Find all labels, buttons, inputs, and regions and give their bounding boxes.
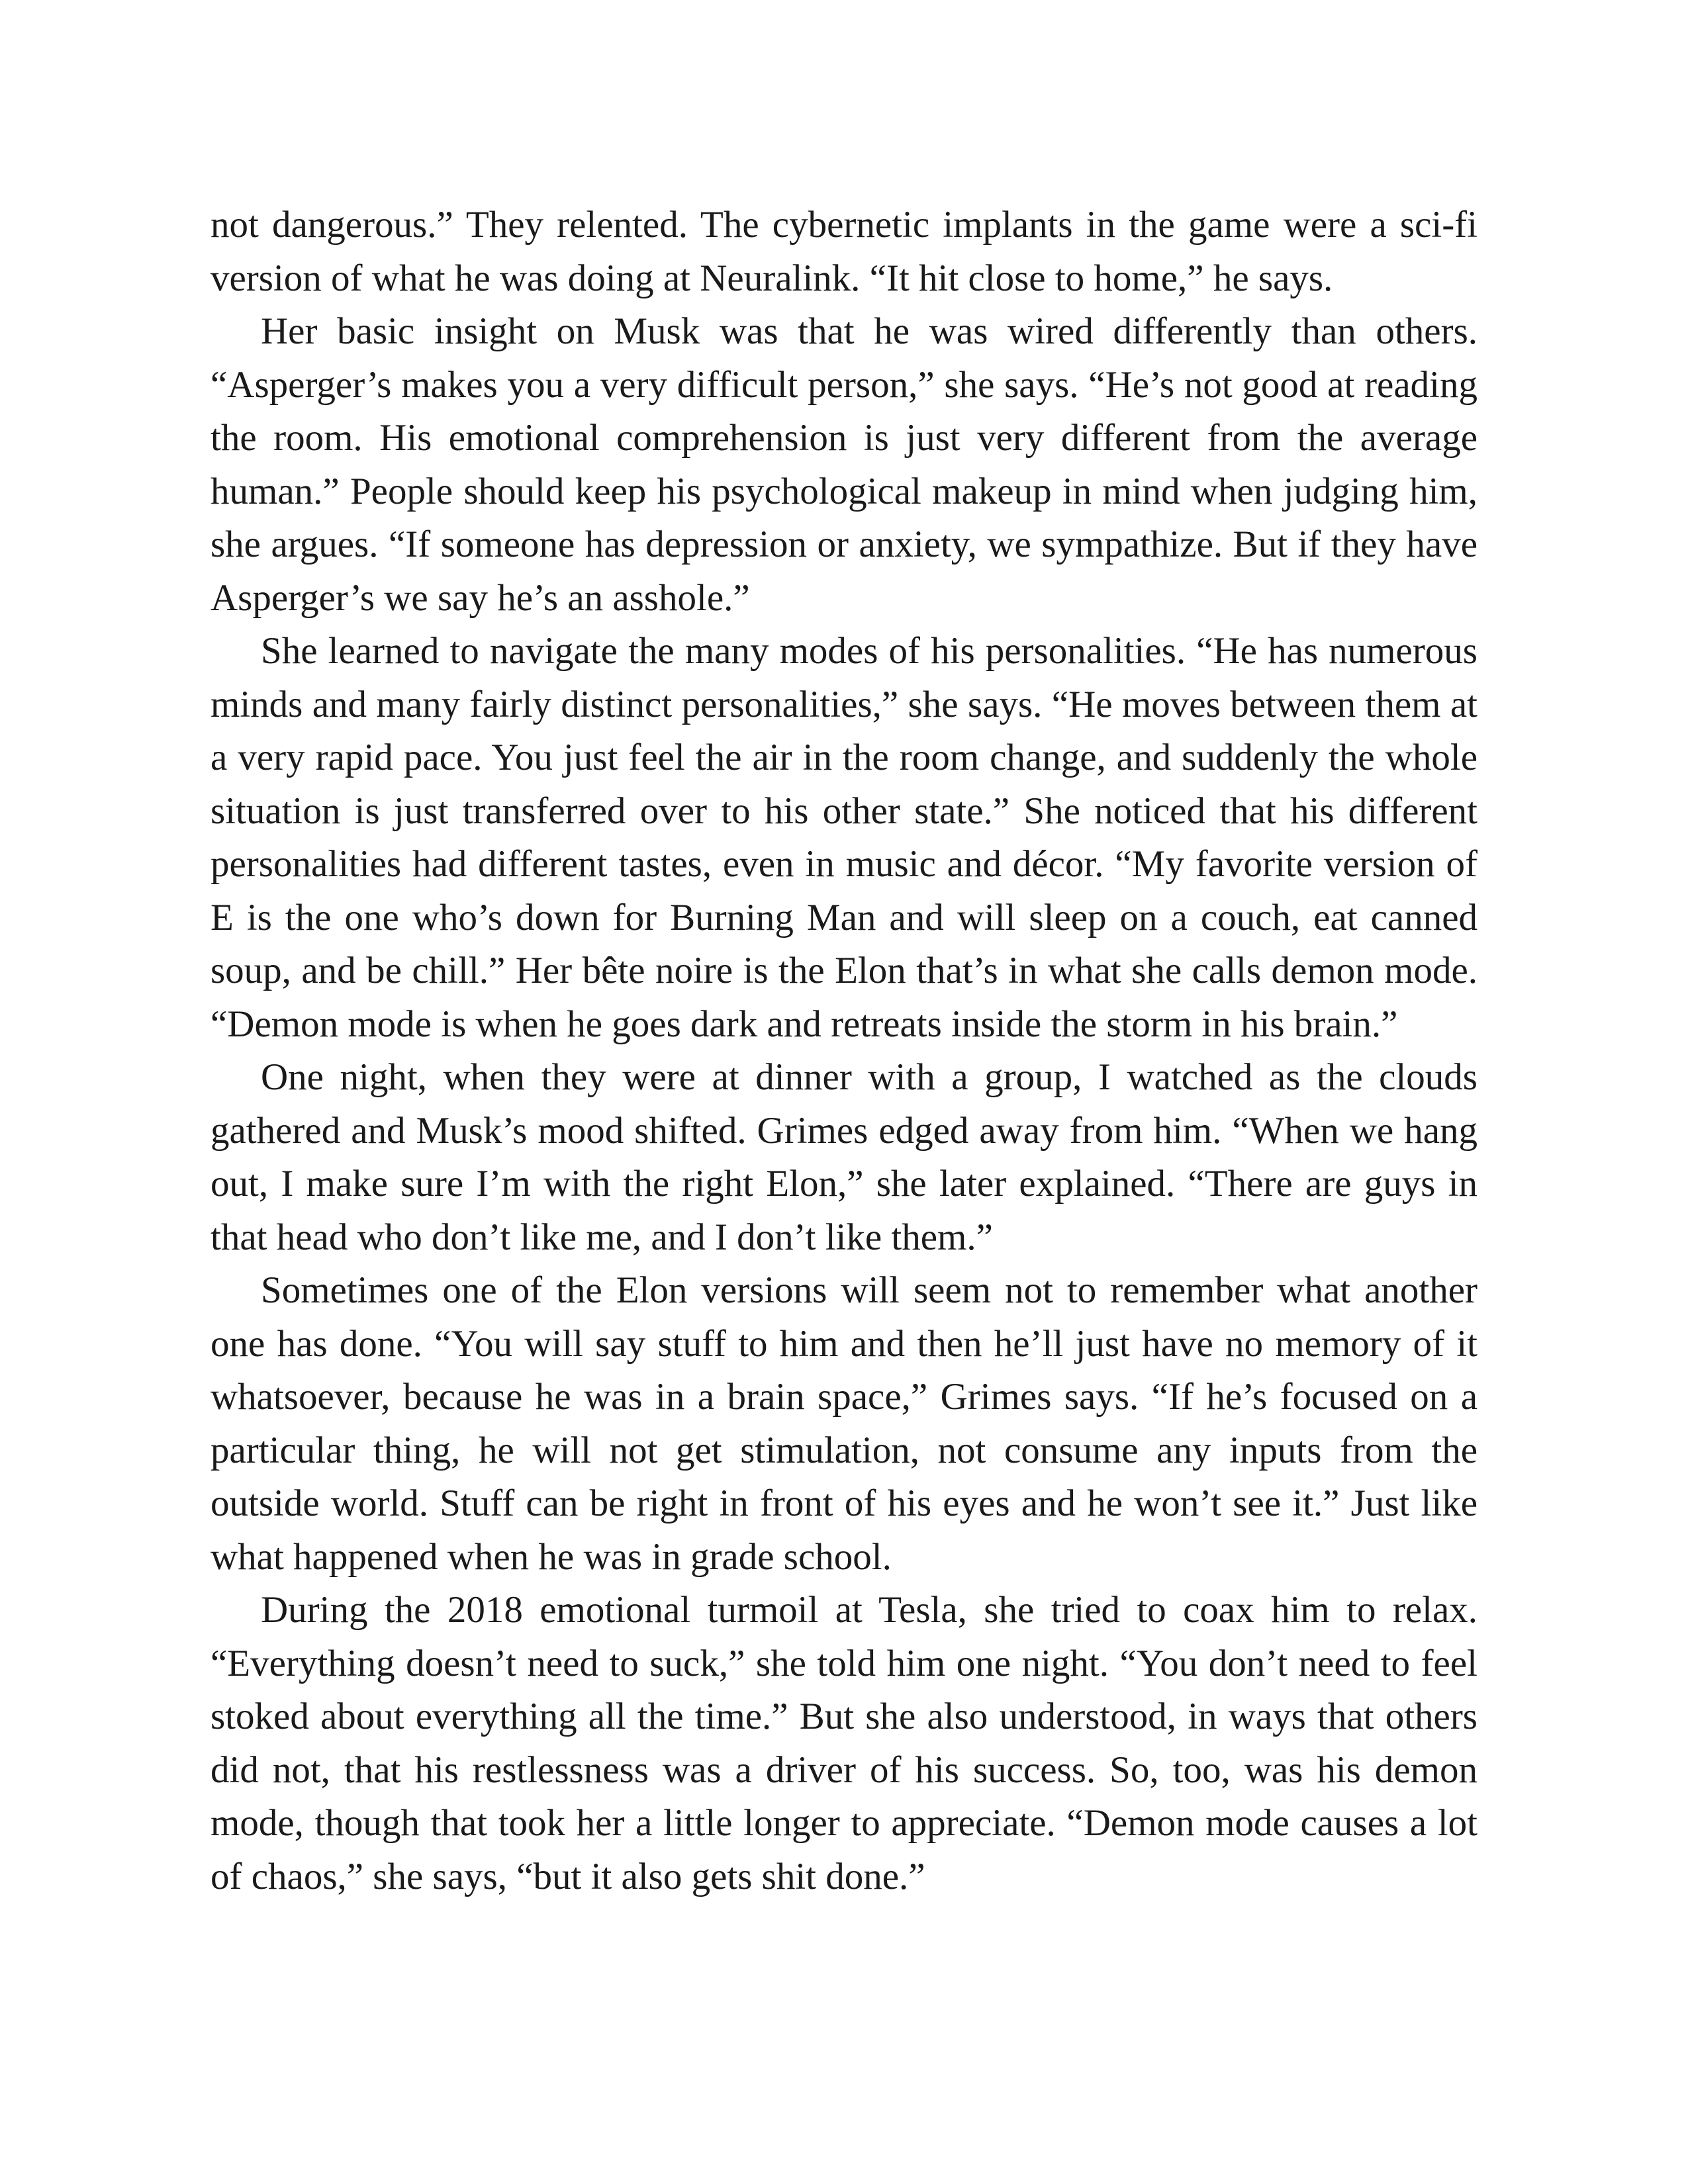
paragraph: Her basic insight on Musk was that he was wired differently than others. “Asperger’s makes you a very difficult person,” she says. “He’s not good at reading the room. His emotional comprehension is just very different from the average human.” People should keep his psychological makeup in mind when judging him, she argues. “If someone has depression or anxiety, we sympathize. But if they have Asperger’s we say he’s an asshole.” — [211, 310, 1477, 619]
paragraph: One night, when they were at dinner with a group, I watched as the clouds gathered and Musk’s mood shifted. Grimes edged away from him. “When we hang out, I make sure I’m with the right Elon,” she later explained. “There are guys in that head who don’t like me, and I don’t like them.” — [211, 1056, 1477, 1258]
paragraph: She learned to navigate the many modes of his personalities. “He has numerous minds and many fairly distinct personalities,” she says. “He moves between them at a very rapid pace. You just feel the air in the room change, and suddenly the whole situation is just transferred over to his other state.” She noticed that his different personalities had different tastes, even in music and décor. “My favorite version of E is the one who’s down for Burning Man and will sleep on a couch, eat canned soup, and be chill.” Her bête noire is the Elon that’s in what she calls demon mode. “Demon mode is when he goes dark and retreats inside the storm in his brain.” — [211, 630, 1477, 1045]
body-text — [211, 199, 1477, 1903]
paragraph: During the 2018 emotional turmoil at Tesla, she tried to coax him to relax. “Everything doesn’t need to suck,” she told him one night. “You don’t need to feel stoked about everything all the time.” But she also understood, in ways that others did not, that his restlessness was a driver of his success. So, too, was his demon mode, though that took her a little longer to appreciate. “Demon mode causes a lot of chaos,” she says, “but it also gets shit done.” — [211, 1589, 1477, 1897]
paragraph-continued: not dangerous.” They relented. The cybernetic implants in the game were a sci-fi version of what he was doing at Neuralink. “It hit close to home,” he says. — [211, 204, 1477, 299]
paragraph: Sometimes one of the Elon versions will seem not to remember what another one has done. “You will say stuff to him and then he’ll just have no memory of it whatsoever, because he was in a brain space,” Grimes says. “If he’s focused on a particular thing, he will not get stimulation, not consume any inputs from the outside world. Stuff can be right in front of his eyes and he won’t see it.” Just like what happened when he was in grade school. — [211, 1269, 1477, 1578]
